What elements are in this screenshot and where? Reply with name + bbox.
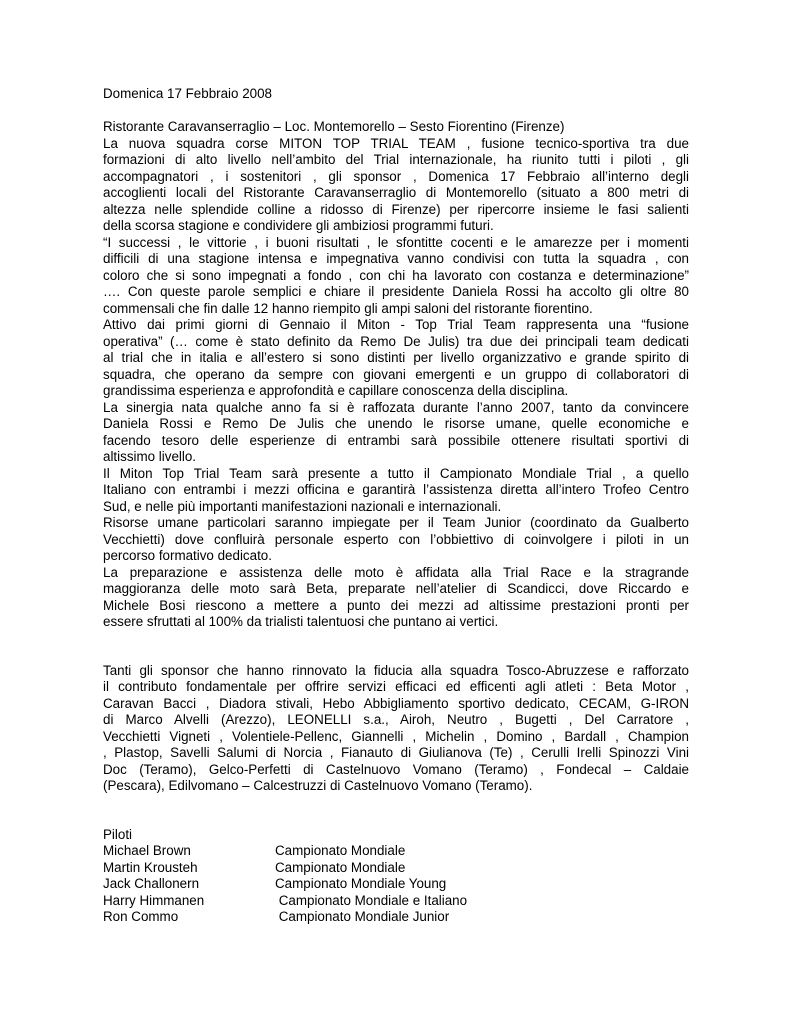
body-text-line: accompagnatori , i sostenitori , gli sponsor , Domenica 17 Febbraio all’interno degli [103, 168, 689, 184]
sponsor-text-line: Vecchietti Vigneti , Volentiele-Pellenc, Giannelli , Michelin , Domino , Bardall , Champion [103, 728, 689, 744]
spacer [103, 631, 689, 663]
sponsor-text-line: Caravan Bacci , Diadora stivali, Hebo Abbigliamento sportivo dedicato, CECAM, G-IRON [103, 695, 689, 711]
body-text-line: Il Miton Top Trial Team sarà presente a tutto il Campionato Mondiale Trial , a quello [103, 465, 689, 481]
pilot-row [103, 860, 689, 877]
pilot-row [103, 876, 689, 893]
pilot-row [103, 909, 689, 926]
sponsor-text-line: Doc (Teramo), Gelco-Perfetti di Castelnuovo Vomano (Teramo) , Fondecal – Caldaie [103, 761, 689, 777]
body-text-line: della scorsa stagione e condividere gli ambiziosi programmi futuri. [103, 218, 494, 233]
sponsor-text-line: (Pescara), Edilvomano – Calcestruzzi di Castelnuovo Vomano (Teramo). [103, 778, 533, 793]
body-text-line: essere sfruttati al 100% da trialisti talentuosi che puntano ai vertici. [103, 614, 499, 629]
body-text-line: “I successi , le vittorie , i buoni risultati , le sfontitte cocenti e le amarezze per i momenti [103, 234, 689, 250]
sponsor-text-line: il contributo fondamentale per offrire servizi efficaci ed efficenti agli atleti : Beta Motor , [103, 679, 689, 694]
sponsor-text-line: di Marco Alvelli (Arezzo), LEONELLI s.a., Airoh, Neutro , Bugetti , Del Carratore , [103, 712, 689, 727]
pilot-name: Ron Commo [103, 909, 179, 924]
body-text-line: facendo tesoro delle esperienze di entrambi sarà possibile ottenere risultati sportivi di [103, 432, 689, 448]
event-location: Ristorante Caravanserraglio – Loc. Montemorello – Sesto Fiorentino (Firenze) [103, 119, 565, 134]
sponsor-text-line: , Plastop, Savelli Salumi di Norcia , Fianauto di Giulianova (Te) , Cerulli Irelli Spinozzi Vini [103, 745, 689, 760]
body-text-line: Attivo dai primi giorni di Gennaio il Miton - Top Trial Team rappresenta una “fusione [103, 317, 689, 332]
body-text-line: Michele Bosi riescono a mettere a punto dei mezzi ad altissime prestazioni pronti per [103, 597, 689, 613]
body-text-line: Vecchietti) dove confluirà personale esperto con l’obbiettivo di coinvolgere i piloti in un [103, 531, 689, 547]
body-text-line: altezza nelle splendide colline a ridosso di Firenze) per ripercorre insieme le fasi salienti [103, 201, 689, 217]
pilot-championship: Campionato Mondiale Young [275, 876, 447, 891]
body-text-line: accoglienti locali del Ristorante Caravanserraglio di Montemorello (situato a 800 metri di [103, 185, 689, 200]
body-text-line: difficili di una stagione intensa e impegnativa vanno condivisi con tutta la squadra , con [103, 251, 689, 266]
body-text-line: Daniela Rossi e Remo De Julis che unendo le risorse umane, quelle economiche e [103, 416, 689, 431]
pilot-championship: Campionato Mondiale Junior [275, 909, 450, 924]
pilot-row [103, 893, 689, 910]
body-text-line: Sud, e nelle più importanti manifestazioni nazionali e internazionali. [103, 498, 502, 514]
body-text-line: …. Con queste parole semplici e chiare il presidente Daniela Rossi ha accolto gli oltre 80 [103, 284, 689, 299]
body-text-line: formazioni di alto livello nell’ambito del Trial internazionale, ha riunito tutti i piloti , gli [103, 152, 689, 167]
body-text-line: La preparazione e assistenza delle moto è affidata alla Trial Race e la stragrande [103, 564, 689, 580]
body-text-line: La sinergia nata qualche anno fa si è raffozata durante l’anno 2007, tanto da convincere [103, 399, 689, 415]
pilot-championship: Campionato Mondiale [275, 843, 406, 858]
body-text-line: La nuova squadra corse MITON TOP TRIAL TEAM , fusione tecnico-sportiva tra due [103, 135, 689, 151]
sponsor-text-line: Tanti gli sponsor che hanno rinnovato la fiducia alla squadra Tosco-Abruzzese e rafforzato [103, 662, 689, 678]
pilots-heading: Piloti [103, 826, 133, 842]
body-text-line: grandissima esperienza e approfondità e capillare conoscenza della disciplina. [103, 383, 569, 398]
body-text-line: squadra, che operano da sempre con giovani emergenti e un gruppo di collaboratori di [103, 366, 689, 382]
document-date: Domenica 17 Febbraio 2008 [103, 86, 272, 101]
pilot-name: Harry Himmanen [103, 892, 205, 908]
article-body [103, 136, 689, 631]
spacer [103, 795, 689, 827]
pilot-championship: Campionato Mondiale [275, 859, 406, 875]
body-text-line: al trial che in italia e all’estero si sono distinti per livello organizzativo e grande spirito di [103, 350, 689, 365]
body-text-line: percorso formativo dedicato. [103, 548, 272, 563]
pilot-list [103, 843, 689, 926]
sponsor-paragraph [103, 663, 689, 795]
body-text-line: operativa” (… come è stato definito da Remo De Julis) tra due dei principali team dedicati [103, 333, 689, 349]
body-text-line: coloro che si sono impegnati a fondo , con chi ha lavorato con costanza e determinazione” [103, 267, 689, 283]
body-text-line: Italiano con entrambi i mezzi officina e garantirà l’assistenza diretta all’intero Trofeo Centro [103, 482, 689, 497]
pilot-name: Michael Brown [103, 843, 191, 858]
body-text-line: commensali che fin dalle 12 hanno riempito gli ampi saloni del ristorante fiorentino. [103, 300, 593, 316]
body-text-line: Risorse umane particolari saranno impiegate per il Team Junior (coordinato da Gualberto [103, 515, 689, 530]
pilot-row [103, 843, 689, 860]
pilot-name: Jack Challonern [103, 876, 200, 891]
document-page [103, 86, 689, 926]
spacer [103, 103, 689, 120]
body-text-line: maggioranza delle moto sarà Beta, preparate nell’atelier di Scandicci, dove Riccardo e [103, 581, 689, 596]
pilot-championship: Campionato Mondiale e Italiano [275, 892, 468, 908]
pilot-name: Martin Krousteh [103, 859, 198, 875]
body-text-line: altissimo livello. [103, 449, 197, 464]
